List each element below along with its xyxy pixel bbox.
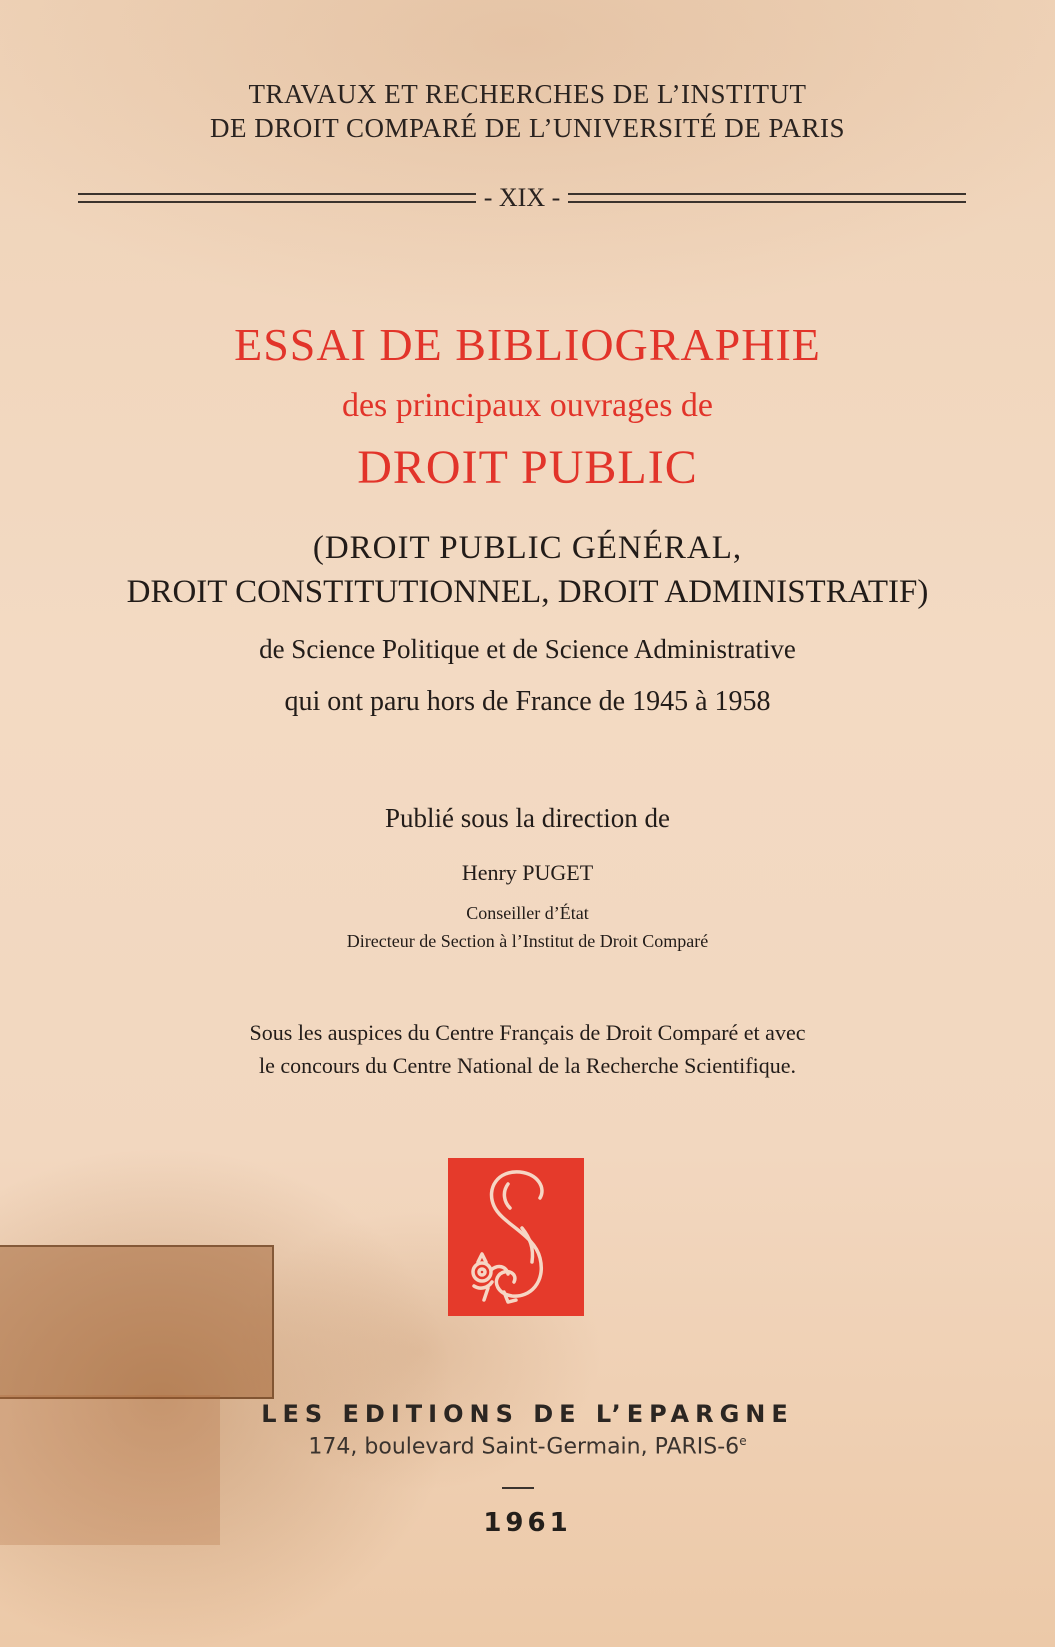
subtitle-line-2: DROIT CONSTITUTIONNEL, DROIT ADMINISTRATIF) <box>126 574 929 610</box>
address-superscript: e <box>739 1434 747 1448</box>
series-title-line-1: TRAVAUX ET RECHERCHES DE L’INSTITUT <box>248 79 807 109</box>
publisher-name: LES EDITIONS DE L’EPARGNE <box>261 1400 794 1428</box>
publisher-logo <box>448 1158 584 1316</box>
volume-number: - XIX - <box>483 183 561 212</box>
subtitle-line-1: (DROIT PUBLIC GÉNÉRAL, <box>312 530 743 566</box>
auspices-line-2: le concours du Centre National de la Recherche Scientifique. <box>259 1053 796 1078</box>
short-rule <box>502 1487 534 1489</box>
address-text: 174, boulevard Saint-Germain, PARIS-6 <box>308 1434 740 1460</box>
editor-role-1: Conseiller d’État <box>466 903 589 923</box>
double-rule-left <box>78 193 476 203</box>
title-subject: DROIT PUBLIC <box>357 441 698 494</box>
book-title: ESSAI DE BIBLIOGRAPHIE <box>234 319 821 370</box>
volume-rule <box>78 183 966 213</box>
auspices-line-1: Sous les auspices du Centre Français de Droit Comparé et avec <box>249 1020 806 1045</box>
tape-stain <box>0 1245 274 1399</box>
series-title-line-2: DE DROIT COMPARÉ DE L’UNIVERSITÉ DE PARIS <box>209 113 846 143</box>
editor-name: Henry PUGET <box>461 860 594 885</box>
title-connector: des principaux ouvrages de <box>341 387 714 424</box>
subtitle-line-4: qui ont paru hors de France de 1945 à 1958 <box>284 686 771 717</box>
publisher-address <box>0 1434 1055 1459</box>
double-rule-right <box>568 193 966 203</box>
squirrel-icon <box>448 1158 584 1316</box>
editor-role-2: Directeur de Section à l’Institut de Droit Comparé <box>346 931 709 951</box>
subtitle-line-3: de Science Politique et de Science Administrative <box>259 634 796 664</box>
publication-year: 1961 <box>483 1508 572 1538</box>
direction-intro: Publié sous la direction de <box>385 803 670 833</box>
